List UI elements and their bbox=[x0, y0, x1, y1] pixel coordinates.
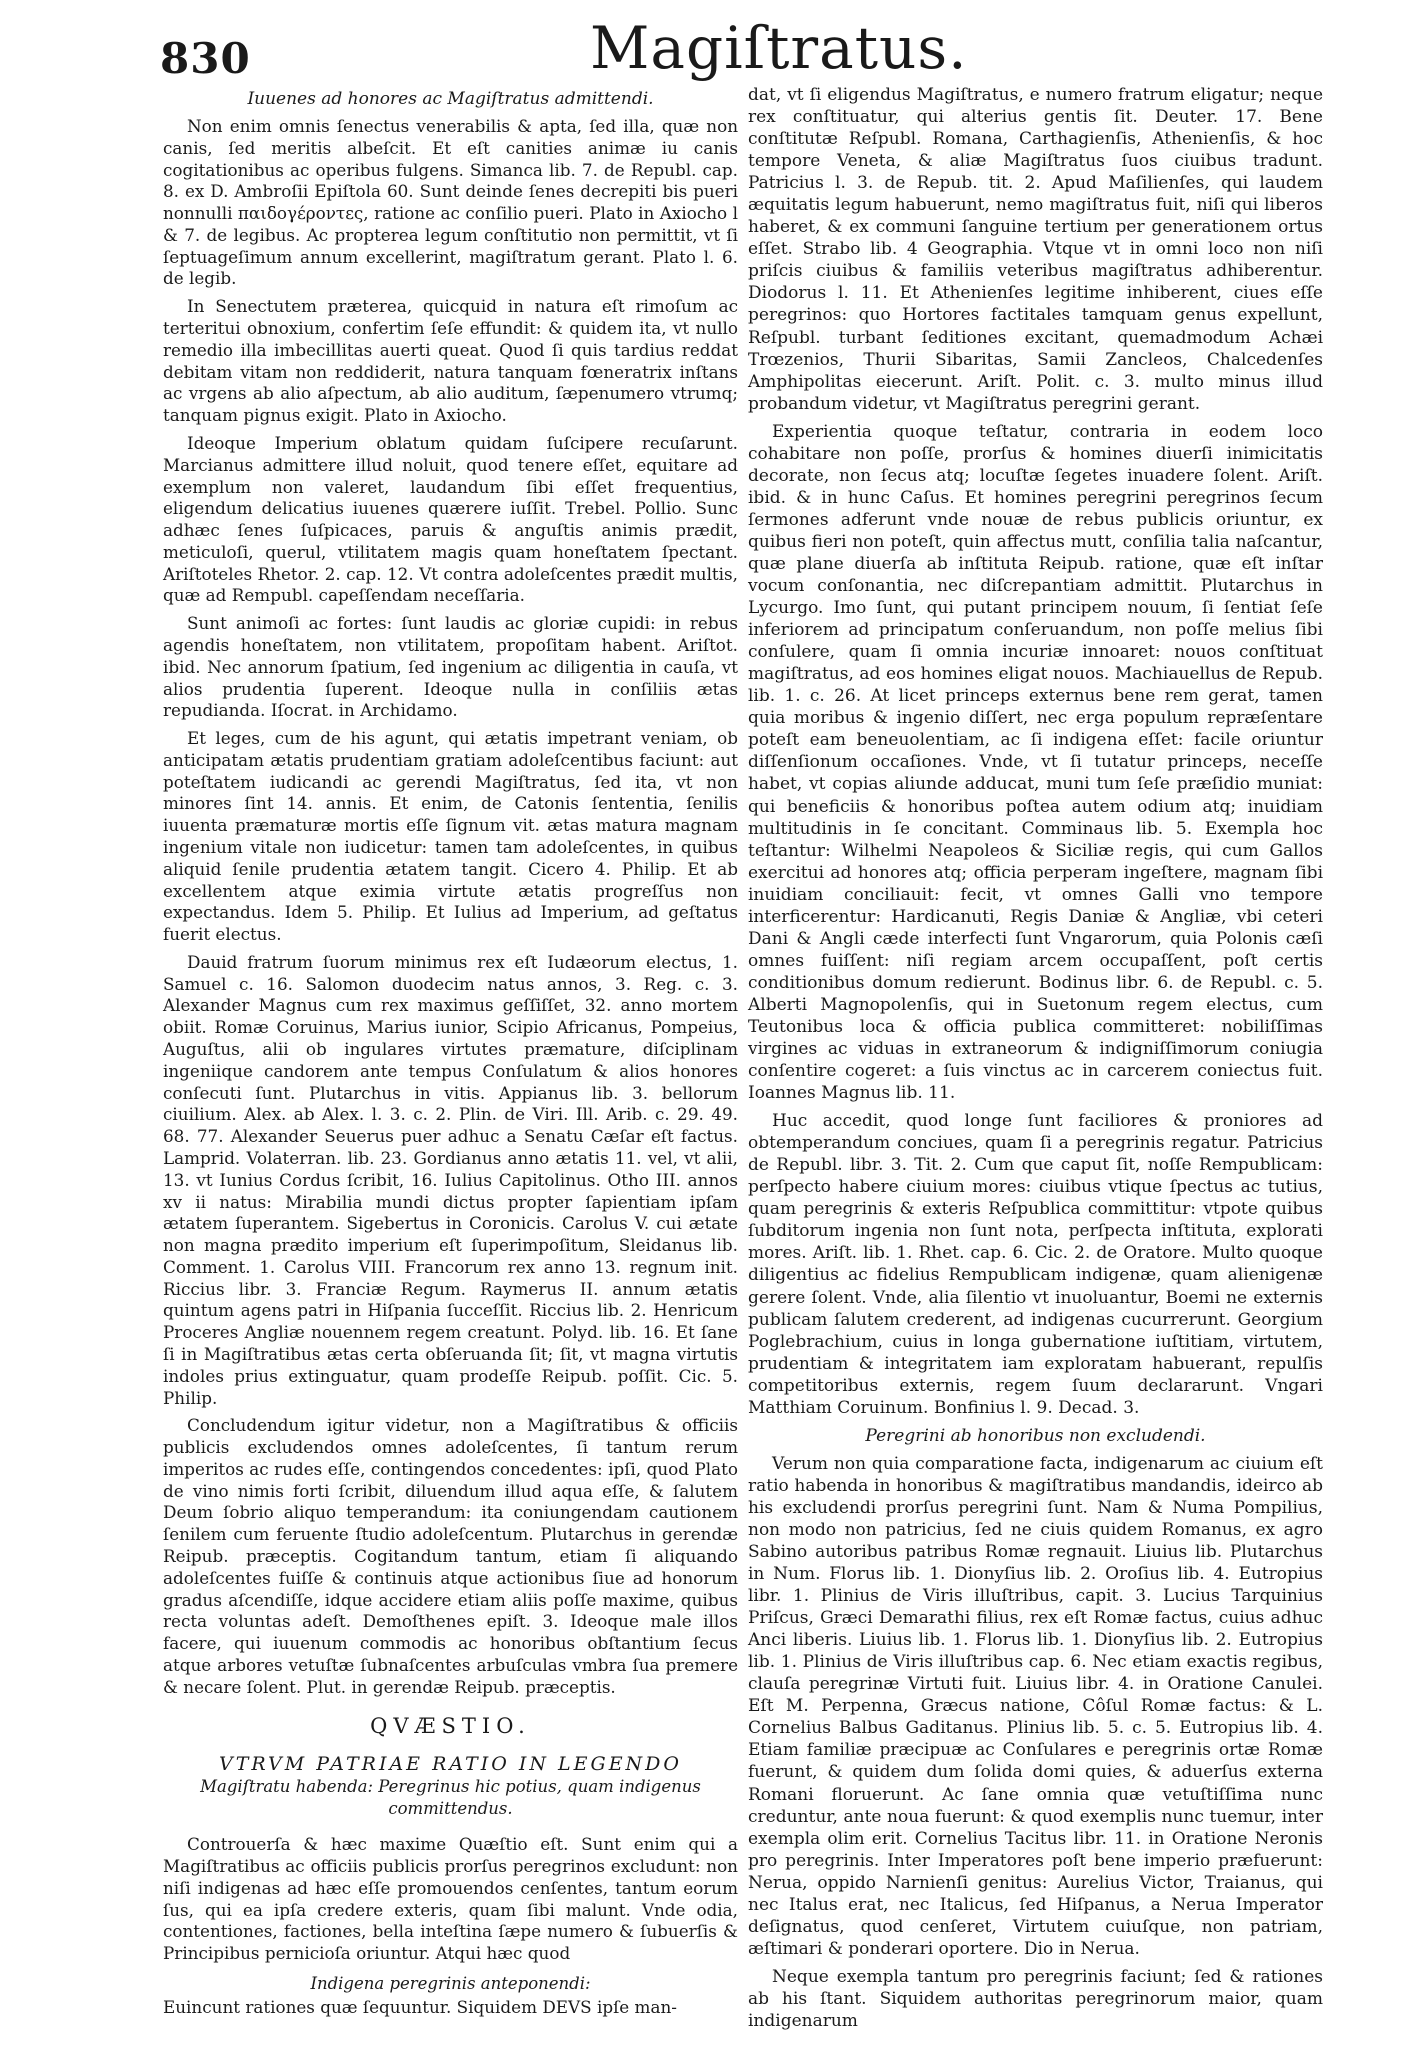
paragraph: Ideoque Imperium oblatum quidam ſuſcipere recuſarunt. Marcianus admittere illud noluit, quod tenere eſſet, equitare ad exemplum non valeret, laudandum ſibi eſſet frequentius, eligendum delicatius iuuenes quærere iuſſit. Trebel. Pollio. Sunc adhæc ſenes ſuſpicaces, paruis & anguſtis animis prædit, meticuloſi, querul, vtilitatem magis quam honeſtatem ſpectant. Ariſtoteles Rhetor. 2. cap. 12. Vt contra adoleſcentes prædit multis, quæ ad Rempubl. capeſſendam neceſſaria. bbox=[163, 432, 738, 606]
quaestio-title: VTRVM PATRIAE RATIO IN LEGENDO bbox=[219, 1753, 682, 1776]
paragraph: Concludendum igitur videtur, non a Magiſtratibus & officiis publicis excludendos omnes adoleſcentes, ſi tantum rerum imperitos ac rudes eſſe, contingendos concedentes: ipſi, quod Plato de vino nimis forti ſcribit, diluendum illud aqua eſſe, & ſalutem Deum ſobrio aliquo temperandum: ita coniungendam cautionem ſenilem cum feruente ſtudio adoleſcentum. Plutarchus in gerendæ Reipub. præceptis. Cogitandum tantum, etiam ſi aliquando adoleſcentes fuiſſe & continuis atque actionibus ſiue ad honorum gradus aſcendiſſe, idque accidere etiam aliis poſſe maxime, quibus recta voluntas adeſt. Demoſthenes epiſt. 3. Ideoque male illos facere, qui iuuenum commodis ac honoribus obſtantium ſecus atque arbores vetuſtæ ſubnaſcentes arbuſculas vmbra ſua premere & necare ſolent. Plut. in gerendæ Reipub. præceptis. bbox=[163, 1415, 738, 1697]
left-column bbox=[163, 84, 738, 2025]
paragraph: Euincunt rationes quæ ſequuntur. Siquidem DEVS ipſe man- bbox=[163, 1996, 677, 2017]
paragraph: Non enim omnis ſenectus venerabilis & apta, ſed illa, quæ non canis, ſed meritis albeſcit. Et eſt canities animæ iu canis cogitationibus ac operibus fulgens. Simanca lib. 7. de Republ. cap. 8. ex D. Ambroſii Epiſtola 60. Sunt deinde ſenes decrepiti bis pueri nonnulli παιδογέροντες, ratione ac conſilio pueri. Plato in Axiocho l & 7. de legibus. Ac propterea legum conſtitutio non permittit, vt ſi ſeptuageſimum annum excellerint, magiſtratum gerant. Plato l. 6. de legib. bbox=[163, 116, 738, 289]
paragraph: Neque exempla tantum pro peregrinis faciunt; ſed & rationes ab his ſtant. Siquidem authoritas peregrinorum maior, quam indigenarum bbox=[748, 1966, 1323, 2031]
paragraph: dat, vt ſi eligendus Magiſtratus, e numero fratrum eligatur; neque rex conſtituatur, qui alterius gentis ſit. Deuter. 17. Bene conſtitutæ Reſpubl. Romana, Carthagienſis, Athenienſis, & hoc tempore Veneta, & aliæ Magiſtratus ſuos ciuibus tradunt. Patricius l. 3. de Repub. tit. 2. Apud Maſilienſes, qui laudem æquitatis legum habuerunt, nemo magiſtratus fuit, niſi qui liberos haberet, & ex communi ſanguine tertium per generationem ortus eſſet. Strabo lib. 4 Geographia. Vtque vt in omni loco non niſi priſcis ciuibus & familiis veteribus magiſtratus adhiberentur. Diodorus l. 11. Et Athenienſes legitime inhiberent, ciues eſſe peregrinos: quo Hortores factitales tamquam genus expellunt, Reſpubl. turbant ſeditiones excitant, quemadmodum Achæi Trœzenios, Thurii Sibaritas, Samii Zancleos, Chalcedenſes Amphipolitas eiecerunt. Ariſt. Polit. c. 3. multo minus illud probandum videtur, vt Magiſtratus peregrini gerant. bbox=[748, 85, 1323, 414]
page-number: 830 bbox=[160, 34, 251, 83]
running-title: Magiſtratus. bbox=[590, 14, 968, 82]
paragraph: Et leges, cum de his agunt, qui ætatis impetrant veniam, ob anticipatam ætatis prudentiam gratiam adoleſcentibus faciunt: aut poteſtatem iudicandi ac gerendi Magiſtratus, ſed ita, vt non minores ſint 14. annis. Et enim, de Catonis ſententia, ſenilis iuuenta præmaturæ mortis eſſe ſignum vit. ætas matura magnam ingenium vitale non iudicetur: tamen tam adoleſcentes, in quibus aliquid ſenile prudentia ætatem tangit. Cicero 4. Philip. Et ab excellentem atque eximia virtute ætatis progreſſus non expectandus. Idem 5. Philip. Et Iulius ad Imperium, ad geſtatus fuerit electus. bbox=[163, 728, 738, 945]
paragraph: Dauid fratrum ſuorum minimus rex eſt Iudæorum electus, 1. Samuel c. 16. Salomon duodecim natus annos, 3. Reg. c. 3. Alexander Magnus cum rex maximus geſſiſſet, 32. anno mortem obiit. Romæ Coruinus, Marius iunior, Scipio Africanus, Pompeius, Auguſtus, alii ob ingulares virtutes præmature, diſciplinam ingeniique candorem ante tempus Conſulatum & alios honores conſecuti ſunt. Plutarchus in vitis. Appianus lib. 3. bellorum ciuilium. Alex. ab Alex. l. 3. c. 2. Plin. de Viri. Ill. Arib. c. 29. 49. 68. 77. Alexander Seuerus puer adhuc a Senatu Cæſar eſt factus. Lamprid. Volaterran. lib. 23. Gordianus anno ætatis 11. vel, vt alii, 13. vt Iunius Cordus ſcribit, 16. Iulius Capitolinus. Otho III. annos xv ii natus: Mirabilia mundi dictus propter ſapientiam ipſam ætatem ſuperantem. Sigebertus in Coronicis. Carolus V. cui ætate non magna prædito imperium eſt ſuperimpoſitum, Sleidanus lib. Comment. 1. Carolus VIII. Francorum rex anno 13. regnum init. Riccius libr. 3. Franciæ Regum. Raymerus II. annum ætatis quintum agens patri in Hiſpania ſucceſſit. Riccius lib. 2. Henricum Proceres Angliæ nouennem regem creatunt. Polyd. lib. 16. Et ſane ſi in Magiſtratibus ætas certa obſeruanda ſit; ſit, vt magna virtutis indoles prius extinguatur, quam prodeſſe Reipub. poſſit. Cic. 5. Philip. bbox=[163, 951, 738, 1408]
paragraph: Huc accedit, quod longe ſunt faciliores & proniores ad obtemperandum conciues, quam ſi a peregrinis regatur. Patricius de Republ. libr. 3. Tit. 2. Cum que caput ſit, noſſe Rempublicam: perſpecto habere ciuium mores: ciuibus vtique ſpectus ac tutius, quam peregrinis & exteris Reſpublica committitur: vtpote quibus ſubditorum ingenia non ſunt nota, perſpecta inſtituta, explorati mores. Ariſt. lib. 1. Rhet. cap. 6. Cic. 2. de Oratore. Multo quoque diligentius ac fidelius Rempublicam indigenæ, quam alienigenæ gerere ſolent. Vnde, alia ſilentio vt inuoluantur, Boemi ne externis publicam ſalutem crederent, ad indigenas cucurrerunt. Georgium Poglebrachium, cuius in longa gubernatione iuſtitiam, virtutem, prudentiam & integritatem iam exploratam habuerant, repulſis competitoribus externis, regem ſuum declararunt. Vngari Matthiam Coruinum. Bonfinius l. 9. Decad. 3. bbox=[748, 1111, 1323, 1418]
paragraph: Controuerſa & hæc maxime Quæſtio eſt. Sunt enim qui a Magiſtratibus ac officiis publicis prorſus peregrinos excludunt: non niſi indigenas ad hæc eſſe promouendos cenſentes, tantum eorum ſus, qui ea ipſa credere exteris, quam ſibi malunt. Vnde odia, contentiones, factiones, bella inteſtina ſæpe numero & ſubuerſis & Principibus pernicioſa oriuntur. Atqui hæc quod bbox=[163, 1834, 738, 1964]
quaestio-heading: QVÆSTIO. bbox=[370, 1714, 531, 1739]
section-heading: Peregrini ab honoribus non excludendi. bbox=[865, 1425, 1206, 1446]
right-column bbox=[748, 84, 1323, 2038]
paragraph: Sunt animoſi ac fortes: ſunt laudis ac gloriæ cupidi: in rebus agendis honeſtatem, non vtilitatem, propoſitam habent. Ariſtot. ibid. Nec annorum ſpatium, ſed ingenium ac diligentia in cauſa, vt alios prudentia ſuperent. Ideoque nulla in conſiliis ætas repudianda. Iſocrat. in Archidamo. bbox=[163, 613, 738, 721]
paragraph: Experientia quoque teſtatur, contraria in eodem loco cohabitare non poſſe, prorſus & homines diuerſi inimicitatis decorate, non ſecus atq; locuſtæ ſegetes inuadere ſolent. Ariſt. ibid. & in hunc Caſus. Et homines peregrini peregrinos ſecum ſermones adferunt vnde nouæ de rebus publicis oriuntur, ex quibus fieri non poteſt, quin affectus mutt, conſilia talia naſcantur, quæ plane diuerſa ab inſtituta Reipub. ratione, quæ eſt inſtar vocum conſonantia, nec diſcrepantiam admittit. Plutarchus in Lycurgo. Imo ſunt, qui putant principem nouum, ſi ſentiat ſeſe inferiorem ad principatum conſeruandum, non poſſe melius ſibi conſulere, quam ſi omnia incuriæ innoaret: nouos conſtituat magiſtratus, ad eos homines eligat nouos. Machiauellus de Repub. lib. 1. c. 26. At licet princeps externus bene rem gerat, tamen quia moribus & ingenio diſſert, nec erga populum repræſentare poteſt eam beneuolentiam, ac ſi indigena eſſet: facile oriuntur diſſenſionum occaſiones. Vnde, vt ſi tutatur princeps, neceſſe habet, vt copias aliunde adducat, muni tum ſeſe præſidio muniat: qui beneficiis & honoribus poſtea autem odium atq; inuidiam multitudinis in ſe concitant. Comminaus lib. 5. Exempla hoc teſtantur: Wilhelmi Neapoleos & Siciliæ regis, qui cum Gallos exercitui ad honores atq; officia perperam ingeſtere, magnam ſibi inuidiam conciliauit: fecit, vt omnes Galli vno tempore interficerentur: Hardicanuti, Regis Daniæ & Angliæ, vbi ceteri Dani & Angli cæde interfecti ſunt Vngarorum, quia Polonis cæſi omnes fuiſſent: niſi regiam arcem occupaſſent, poſt certis conditionibus domum redierunt. Bodinus libr. 6. de Republ. c. 5. Alberti Magnopolenſis, qui in Suetonum regem electus, cum Teutonibus loca & officia publica committeret: nobiliſſimas virgines ac viduas in extraneorum & indigniſſimorum coniugia conſentire cogeret: a ſuis vinctus ac in carcerem coniectus fuit. Ioannes Magnus lib. 11. bbox=[748, 421, 1323, 1104]
paragraph: In Senectutem præterea, quicquid in natura eſt rimoſum ac terteritui obnoxium, confertim ſeſe effundit: & quidem ita, vt nullo remedio illa imbecillitas auerti queat. Quod ſi quis tardius reddat debitam vitam non reddiderit, natura tanquam fœneratrix inſtans ac vrgens ab alio aſpectum, ab alio auditum, ſæpenumero vtrumq; tanquam pignus exigit. Plato in Axiocho. bbox=[163, 296, 738, 426]
section-heading: Indigena peregrinis anteponendi: bbox=[310, 1973, 591, 1993]
page-header bbox=[0, 12, 1417, 92]
section-heading: Iuuenes ad honores ac Magiſtratus admittendi. bbox=[247, 89, 654, 109]
quaestio-subtitle: Magiſtratu habenda: Peregrinus hic potius, quam indigenus committendus. bbox=[200, 1777, 701, 1819]
paragraph: Verum non quia comparatione facta, indigenarum ac ciuium eſt ratio habenda in honoribus & magiſtratibus mandandis, ideirco ab his excludendi prorſus peregrini ſunt. Nam & Numa Pompilius, non modo non patricius, ſed ne ciuis quidem Romanus, ex agro Sabino autoribus patribus Romæ regnauit. Liuius lib. Plutarchus in Num. Florus lib. 1. Dionyſius lib. 2. Oroſius lib. 4. Eutropius libr. 1. Plinius de Viris illuſtribus, capit. 3. Lucius Tarquinius Priſcus, Græci Demarathi filius, rex eſt Romæ factus, cuius adhuc Anci liberis. Liuius lib. 1. Florus lib. 1. Dionyſius lib. 2. Eutropius lib. 1. Plinius de Viris illuſtribus cap. 6. Nec etiam exactis regibus, clauſa peregrinæ Virtuti fuit. Liuius libr. 4. in Oratione Canulei. Eſt M. Perpenna, Græcus natione, Côſul Romæ factus: & L. Cornelius Balbus Gaditanus. Plinius lib. 5. c. 5. Eutropius lib. 4. Etiam familiæ præcipuæ ac Conſulares e peregrinis ortæ Romæ fuerunt, & quidem dum ſolida domi quies, & aduerſus externa Romani floruerunt. Ac ſane omnia quæ vetuſtiſſima nunc creduntur, ante noua fuerunt: & quod exemplis nunc tuemur, inter exempla olim erit. Cornelius Tacitus libr. 11. in Oratione Neronis pro peregrinis. Inter Imperatores poſt bene imperio præfuerunt: Nerua, oppido Narnienſi genitus: Aurelius Victor, Traianus, qui nec Italus erat, nec Italicus, ſed Hiſpanus, a Nerua Imperator deſignatus, quod cenſeret, Virtutem cuiuſque, non patriam, æſtimari & ponderari oportere. Dio in Nerua. bbox=[748, 1453, 1323, 1959]
